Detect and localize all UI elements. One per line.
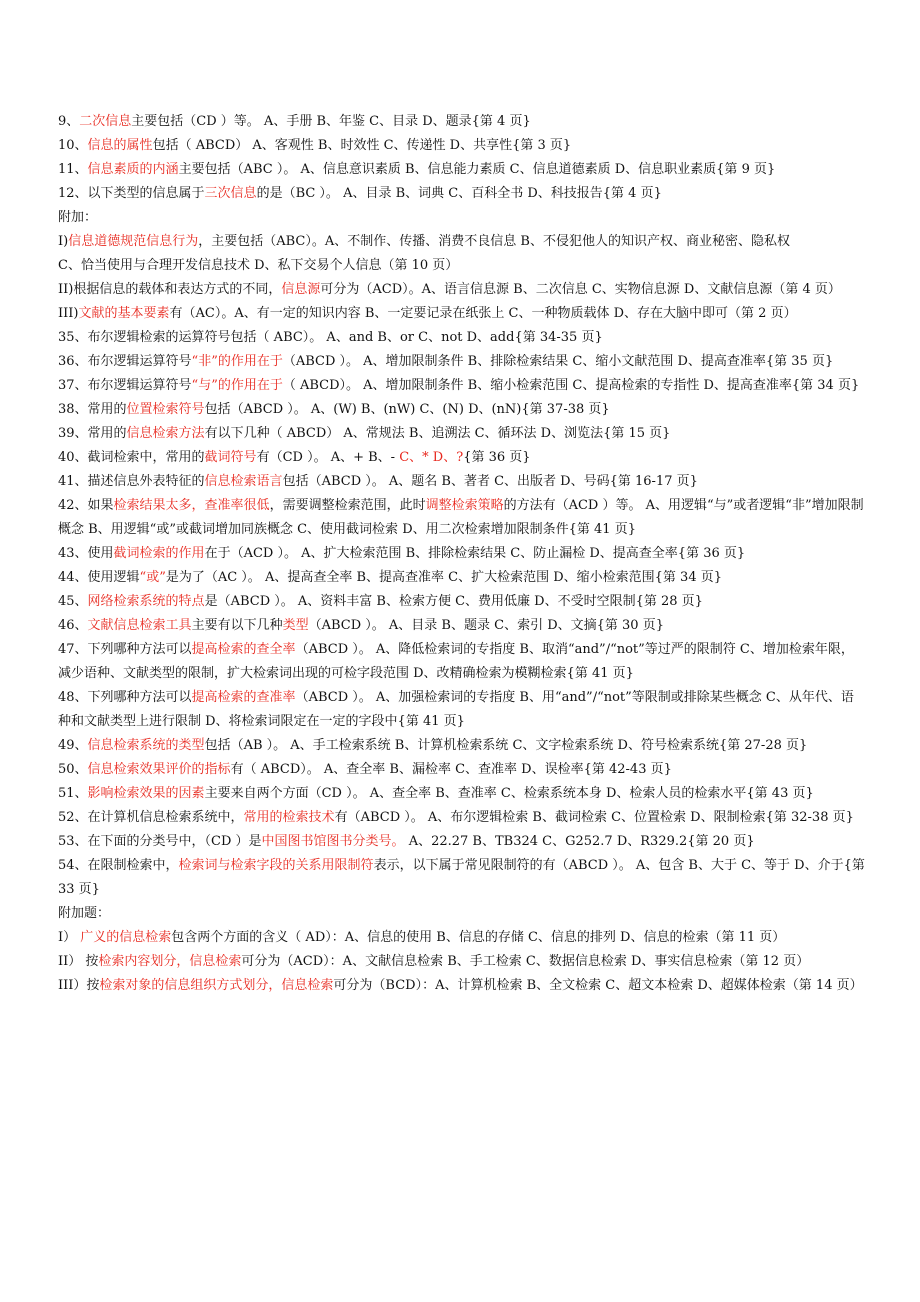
highlighted-text: 三次信息 [204, 186, 257, 201]
highlighted-text: 类型 [282, 618, 309, 633]
question-line [58, 422, 866, 446]
body-text: 46、 [58, 618, 88, 633]
body-text: 包括（ABCD ）。 A、题名 B、著者 C、出版者 D、号码{第 16-17 页} [282, 474, 698, 489]
body-text: 54、在限制检索中， [58, 858, 179, 873]
question-line [58, 734, 866, 758]
body-text: 52、在计算机信息检索系统中， [58, 810, 244, 825]
question-line [58, 278, 866, 302]
highlighted-text: 检索结果太多，查准率很低 [113, 498, 270, 513]
question-line [58, 758, 866, 782]
body-text: 45、 [58, 594, 88, 609]
highlighted-text: C、* D、? [399, 450, 464, 465]
highlighted-text: 二次信息 [79, 114, 132, 129]
body-text: 是（ABCD ）。 A、资料丰富 B、检索方便 C、费用低廉 D、不受时空限制{第 28 页} [204, 594, 703, 609]
question-line [58, 830, 866, 854]
highlighted-text: 调整检索策略 [425, 498, 504, 513]
highlighted-text: 文献信息检索工具 [87, 618, 192, 633]
body-text: 的方法有（ACD ）等。 A、用逻辑“与”或者逻辑“非”增加限制概念 B、用逻辑“或”或截词增加同族概念 C、使用截词检索 D、用二次检索增加限制条件{第 41 页} [58, 498, 864, 537]
question-line [58, 110, 866, 134]
body-text: 有以下几种（ ABCD） A、常规法 B、追溯法 C、循环法 D、浏览法{第 15 页} [204, 426, 671, 441]
question-line [58, 446, 866, 470]
body-text: 42、如果 [58, 498, 114, 513]
body-text: （ ABCD）。 A、增加限制条件 B、缩小检索范围 C、提高检索的专指性 D、提高查准率{第 34 页} [282, 378, 860, 393]
body-text: 主要包括（ABC ）。 A、信息意识素质 B、信息能力素质 C、信息道德素质 D、信息职业素质{第 9 页} [178, 162, 776, 177]
highlighted-text: 位置检索符号 [126, 402, 205, 417]
highlighted-text: 信息检索方法 [126, 426, 205, 441]
body-text: 48、下列哪种方法可以 [58, 690, 192, 705]
body-text: 有（CD ）。 A、+ B、- [256, 450, 400, 465]
body-text: 可分为（ACD）。A、语言信息源 B、二次信息 C、实物信息源 D、文献信息源（第 4 页） [320, 282, 841, 297]
question-line [58, 902, 866, 926]
body-text: 主要包括（CD ）等。 A、手册 B、年鉴 C、目录 D、题录{第 4 页} [131, 114, 531, 129]
body-text: 有（ABCD ）。 A、布尔逻辑检索 B、截词检索 C、位置检索 D、限制检索{第 32-38 页} [334, 810, 854, 825]
body-text: 43、使用 [58, 546, 114, 561]
body-text: 包括（ABCD ）。 A、(W) B、(nW) C、(N) D、(nN){第 37-38 页} [204, 402, 610, 417]
body-text: II） 按 [58, 954, 99, 969]
body-text: 51、 [58, 786, 88, 801]
highlighted-text: 影响检索效果的因素 [87, 786, 205, 801]
body-text: ，需要调整检索范围，此时 [269, 498, 426, 513]
question-line [58, 302, 866, 326]
question-line [58, 686, 866, 734]
question-line [58, 806, 866, 830]
question-line [58, 326, 866, 350]
question-line [58, 470, 866, 494]
question-line [58, 374, 866, 398]
body-text: 主要来自两个方面（CD ）。 A、查全率 B、查准率 C、检索系统本身 D、检索人员的检索水平{第 43 页} [204, 786, 814, 801]
highlighted-text: 检索对象的信息组织方式划分，信息检索 [99, 978, 334, 993]
highlighted-text: 信息的属性 [87, 138, 153, 153]
body-text: 36、布尔逻辑运算符号 [58, 354, 192, 369]
document-page [58, 110, 866, 998]
highlighted-text: “或” [139, 570, 166, 585]
body-text: I) [58, 234, 69, 249]
body-text: I） [58, 930, 81, 945]
body-text: （ABCD ）。 A、目录 B、题录 C、索引 D、文摘{第 30 页} [308, 618, 664, 633]
question-line [58, 854, 866, 902]
body-text: （ABCD ）。 A、加强检索词的专指度 B、用“and”/“not”等限制或排除某些概念 C、从年代、语种和文献类型上进行限制 D、将检索词限定在一定的字段中{第 41 页} [58, 690, 854, 729]
body-text: 10、 [58, 138, 88, 153]
body-text: 11、 [58, 162, 88, 177]
highlighted-text: 检索内容划分，信息检索 [98, 954, 242, 969]
body-text: 的是（BC ）。 A、目录 B、词典 C、百科全书 D、科技报告{第 4 页} [256, 186, 662, 201]
body-text: 附加题： [58, 906, 111, 921]
body-text: 53、在下面的分类号中，（CD ）是 [58, 834, 262, 849]
body-text: 37、布尔逻辑运算符号 [58, 378, 192, 393]
highlighted-text: 提高检索的查全率 [191, 642, 296, 657]
body-text: 12、以下类型的信息属于 [58, 186, 205, 201]
body-text: 49、 [58, 738, 88, 753]
highlighted-text: 网络检索系统的特点 [87, 594, 205, 609]
body-text: III) [58, 306, 79, 321]
body-text: 41、描述信息外表特征的 [58, 474, 205, 489]
body-text: II)根据信息的载体和表达方式的不同， [58, 282, 282, 297]
body-text: 39、常用的 [58, 426, 127, 441]
body-text: 包括（ ABCD） A、客观性 B、时效性 C、传递性 D、共享性{第 3 页} [152, 138, 572, 153]
highlighted-text: 常用的检索技术 [243, 810, 335, 825]
body-text: 表示，以下属于常见限制符的有（ABCD ）。 A、包含 B、大于 C、等于 D、介于{第 33 页} [58, 858, 865, 897]
body-text: 包括（AB ）。 A、手工检索系统 B、计算机检索系统 C、文字检索系统 D、符号检索系统{第 27-28 页} [204, 738, 808, 753]
highlighted-text: 中国图书馆图书分类号。 [261, 834, 405, 849]
body-text: 有（AC）。A、有一定的知识内容 B、一定要记录在纸张上 C、一种物质载体 D、存在大脑中即可（第 2 页） [169, 306, 797, 321]
body-text: 38、常用的 [58, 402, 127, 417]
highlighted-text: 信息源 [281, 282, 321, 297]
highlighted-text: 信息检索效果评价的指标 [87, 762, 231, 777]
highlighted-text: 截词符号 [204, 450, 257, 465]
body-text: 35、布尔逻辑检索的运算符号包括（ ABC）。 A、and B、or C、not D、add{第 34-35 页} [58, 330, 603, 345]
body-text: 50、 [58, 762, 88, 777]
body-text: C、恰当使用与合理开发信息技术 D、私下交易个人信息（第 10 页） [58, 258, 459, 273]
body-text: （ABCD ）。 A、降低检索词的专指度 B、取消“and”/“not”等过严的限制符 C、增加检索年限，减少语种、文献类型的限制，扩大检索词出现的可检字段范围 D、改精确检索为模糊检索{第 41 页} [58, 642, 854, 681]
question-line [58, 950, 866, 974]
question-line [58, 782, 866, 806]
question-line [58, 974, 866, 998]
highlighted-text: 截词检索的作用 [113, 546, 205, 561]
body-text: {第 36 页} [463, 450, 531, 465]
body-text: 有（ ABCD）。 A、查全率 B、漏检率 C、查准率 D、误检率{第 42-43 页} [230, 762, 672, 777]
question-line [58, 926, 866, 950]
highlighted-text: 广义的信息检索 [80, 930, 172, 945]
body-text: （ABCD ）。 A、增加限制条件 B、排除检索结果 C、缩小文献范围 D、提高查准率{第 35 页} [282, 354, 834, 369]
body-text: 在于（ACD ）。 A、扩大检索范围 B、排除检索结果 C、防止漏检 D、提高查全率{第 36 页} [204, 546, 746, 561]
body-text: III）按 [58, 978, 100, 993]
body-text: 附加： [58, 210, 98, 225]
body-text: 是为了（AC ）。 A、提高查全率 B、提高查准率 C、扩大检索范围 D、缩小检索范围{第 34 页} [165, 570, 723, 585]
body-text: 主要有以下几种 [191, 618, 283, 633]
highlighted-text: 文献的基本要素 [78, 306, 170, 321]
body-text: 可分为（BCD）：A、计算机检索 B、全文检索 C、超文本检索 D、超媒体检索（第 14 页） [333, 978, 863, 993]
body-text: A、22.27 B、TB324 C、G252.7 D、R329.2{第 20 页} [404, 834, 755, 849]
body-text: 包含两个方面的含义（ AD）：A、信息的使用 B、信息的存储 C、信息的排列 D、信息的检索（第 11 页） [171, 930, 786, 945]
body-text: 44、使用逻辑 [58, 570, 140, 585]
highlighted-text: 信息素质的内涵 [87, 162, 179, 177]
question-line [58, 614, 866, 638]
question-line [58, 638, 866, 686]
body-text: 9、 [58, 114, 80, 129]
highlighted-text: 提高检索的查准率 [191, 690, 296, 705]
question-line [58, 182, 866, 206]
highlighted-text: “非”的作用在于 [191, 354, 283, 369]
question-line [58, 134, 866, 158]
body-text: 可分为（ACD）：A、文献信息检索 B、手工检索 C、数据信息检索 D、事实信息检索（第 12 页） [241, 954, 810, 969]
question-line [58, 254, 866, 278]
highlighted-text: 信息检索系统的类型 [87, 738, 205, 753]
question-line [58, 398, 866, 422]
question-line [58, 206, 866, 230]
question-line [58, 566, 866, 590]
question-line [58, 158, 866, 182]
question-line [58, 590, 866, 614]
body-text: 47、下列哪种方法可以 [58, 642, 192, 657]
highlighted-text: 信息检索语言 [204, 474, 283, 489]
question-line [58, 494, 866, 542]
question-line [58, 542, 866, 566]
body-text: ，主要包括（ABC）。A、不制作、传播、消费不良信息 B、不侵犯他人的知识产权、商业秘密、隐私权 [198, 234, 790, 249]
question-line [58, 230, 866, 254]
highlighted-text: 检索词与检索字段的关系用限制符 [178, 858, 374, 873]
question-line [58, 350, 866, 374]
highlighted-text: 信息道德规范信息行为 [68, 234, 199, 249]
highlighted-text: “与”的作用在于 [191, 378, 283, 393]
body-text: 40、截词检索中，常用的 [58, 450, 205, 465]
